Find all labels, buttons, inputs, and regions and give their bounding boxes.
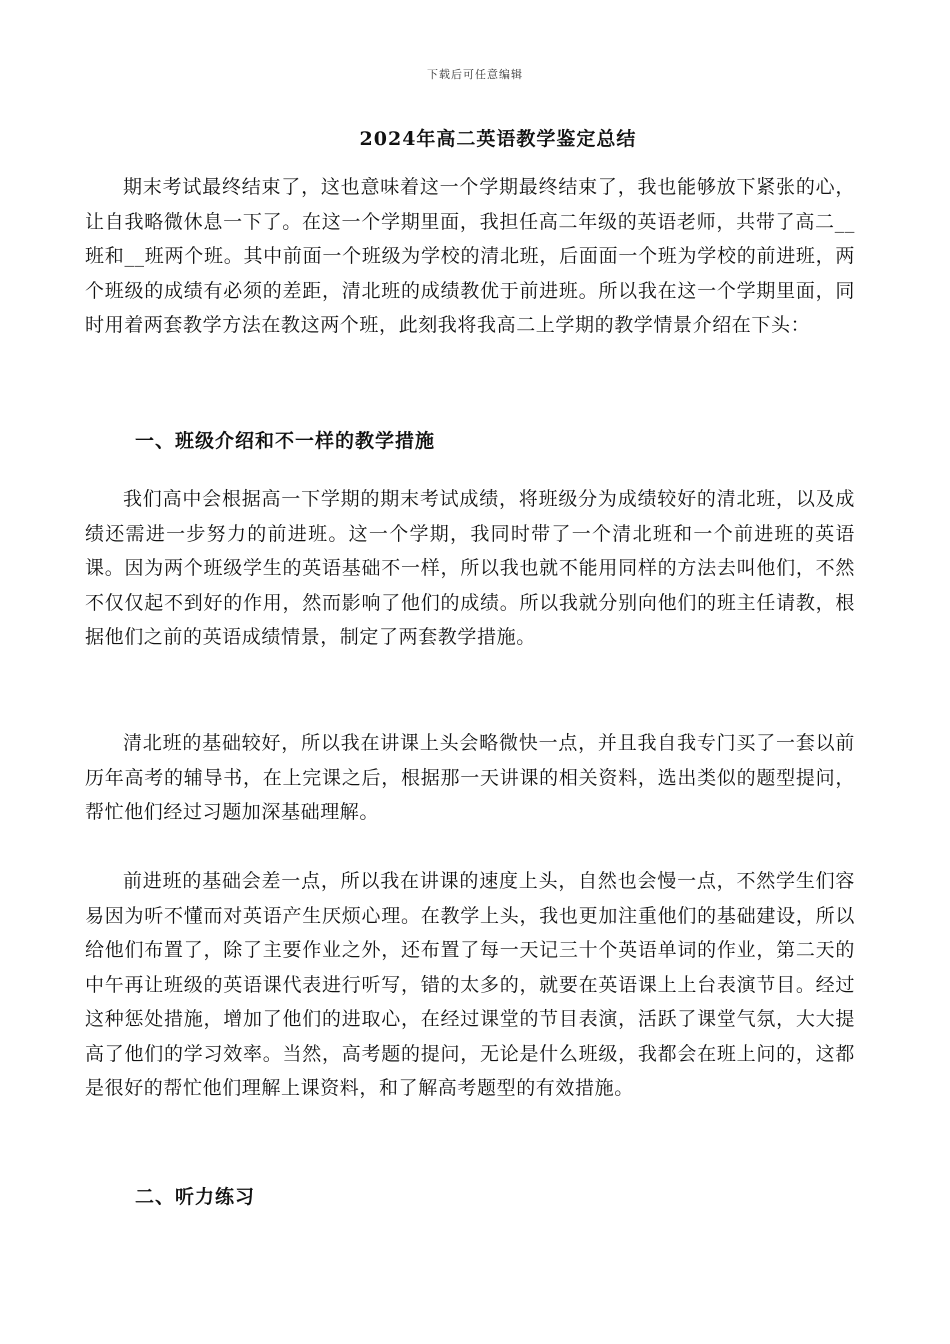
intro-block [85,170,855,343]
section1-block-1 [85,482,855,655]
section1-block-2 [85,726,855,830]
document-title: 2024年高二英语教学鉴定总结 [359,128,637,150]
header-note: 下载后可任意编辑 [427,68,523,81]
section1-paragraph-3: 前进班的基础会差一点，所以我在讲课的速度上头，自然也会慢一点，不然学生们容易因为听不懂而对英语产生厌烦心理。在教学上头，我也更加注重他们的基础建设，所以给他们布置了，除了主要作业之外，还布置了每一天记三十个英语单词的作业，第二天的中午再让班级的英语课代表进行听写，错的太多的，就要在英语课上上台表演节目。经过这种惩处措施，增加了他们的进取心，在经过课堂的节目表演，活跃了课堂气氛，大大提高了他们的学习效率。当然，高考题的提问，无论是什么班级，我都会在班上问的，这都是很好的帮忙他们理解上课资料，和了解高考题型的有效措施。 [85,870,855,1099]
intro-paragraph: 期末考试最终结束了，这也意味着这一个学期最终结束了，我也能够放下紧张的心，让自我略微休息一下了。在这一个学期里面，我担任高二年级的英语老师，共带了高二__班和__班两个班。其中前面一个班级为学校的清北班，后面面一个班为学校的前进班，两个班级的成绩有必须的差距，清北班的成绩教优于前进班。所以我在这一个学期里面，同时用着两套教学方法在教这两个班，此刻我将我高二上学期的教学情景介绍在下头： [85,176,855,336]
section-heading-1: 一、班级介绍和不一样的教学措施 [135,430,436,452]
section1-paragraph-1: 我们高中会根据高一下学期的期末考试成绩，将班级分为成绩较好的清北班，以及成绩还需进一步努力的前进班。这一个学期，我同时带了一个清北班和一个前进班的英语课。因为两个班级学生的英语基础不一样，所以我也就不能用同样的方法去叫他们，不然不仅仅起不到好的作用，然而影响了他们的成绩。所以我就分别向他们的班主任请教，根据他们之前的英语成绩情景，制定了两套教学措施。 [85,488,855,648]
section-heading-2: 二、听力练习 [135,1186,256,1208]
section1-paragraph-2: 清北班的基础较好，所以我在讲课上头会略微快一点，并且我自我专门买了一套以前历年高考的辅导书，在上完课之后，根据那一天讲课的相关资料，选出类似的题型提问，帮忙他们经过习题加深基础理解。 [85,732,855,823]
section1-block-3 [85,864,855,1106]
